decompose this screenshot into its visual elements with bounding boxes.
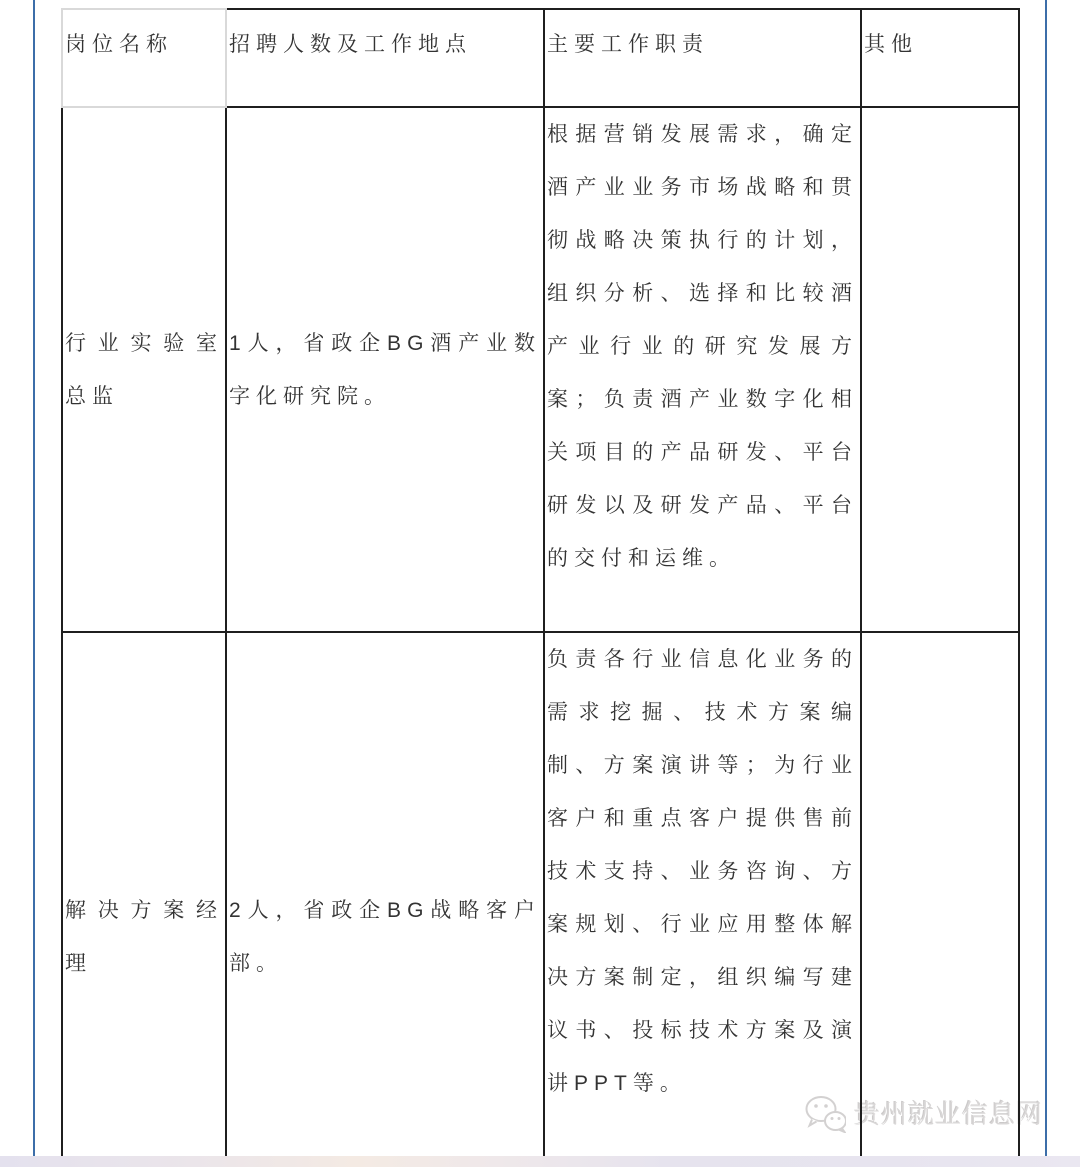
table-row xyxy=(62,632,1019,1167)
job-table-wrapper xyxy=(61,8,1020,1167)
cell-headcount-location: 1人，省政企BG酒产业数字化研究院。 xyxy=(226,107,544,632)
job-table xyxy=(61,8,1020,1167)
header-position: 岗位名称 xyxy=(62,9,226,107)
cell-other xyxy=(861,632,1019,1167)
cell-headcount-location: 2人，省政企BG战略客户部。 xyxy=(226,632,544,1167)
header-responsibilities: 主要工作职责 xyxy=(544,9,861,107)
header-other: 其他 xyxy=(861,9,1019,107)
left-accent-line xyxy=(33,0,35,1156)
watermark-text: 贵州就业信息网 xyxy=(854,1099,1044,1129)
cell-position: 行业实验室总监 xyxy=(62,107,226,632)
bottom-gradient-bar xyxy=(0,1156,1080,1167)
header-headcount-location: 招聘人数及工作地点 xyxy=(226,9,544,107)
table-row xyxy=(62,107,1019,632)
header-row xyxy=(62,9,1019,107)
cell-responsibilities: 负责各行业信息化业务的需求挖掘、技术方案编制、方案演讲等；为行业客户和重点客户提供售前技术支持、业务咨询、方案规划、行业应用整体解决方案制定，组织编写建议书、投标技术方案及演讲PPT等。 xyxy=(544,632,861,1167)
cell-other xyxy=(861,107,1019,632)
right-accent-line xyxy=(1045,0,1047,1156)
cell-responsibilities: 根据营销发展需求，确定酒产业业务市场战略和贯彻战略决策执行的计划，组织分析、选择和比较酒产业行业的研究发展方案；负责酒产业数字化相关项目的产品研发、平台研发以及研发产品、平台的交付和运维。 xyxy=(544,107,861,632)
cell-position: 解决方案经理 xyxy=(62,632,226,1167)
